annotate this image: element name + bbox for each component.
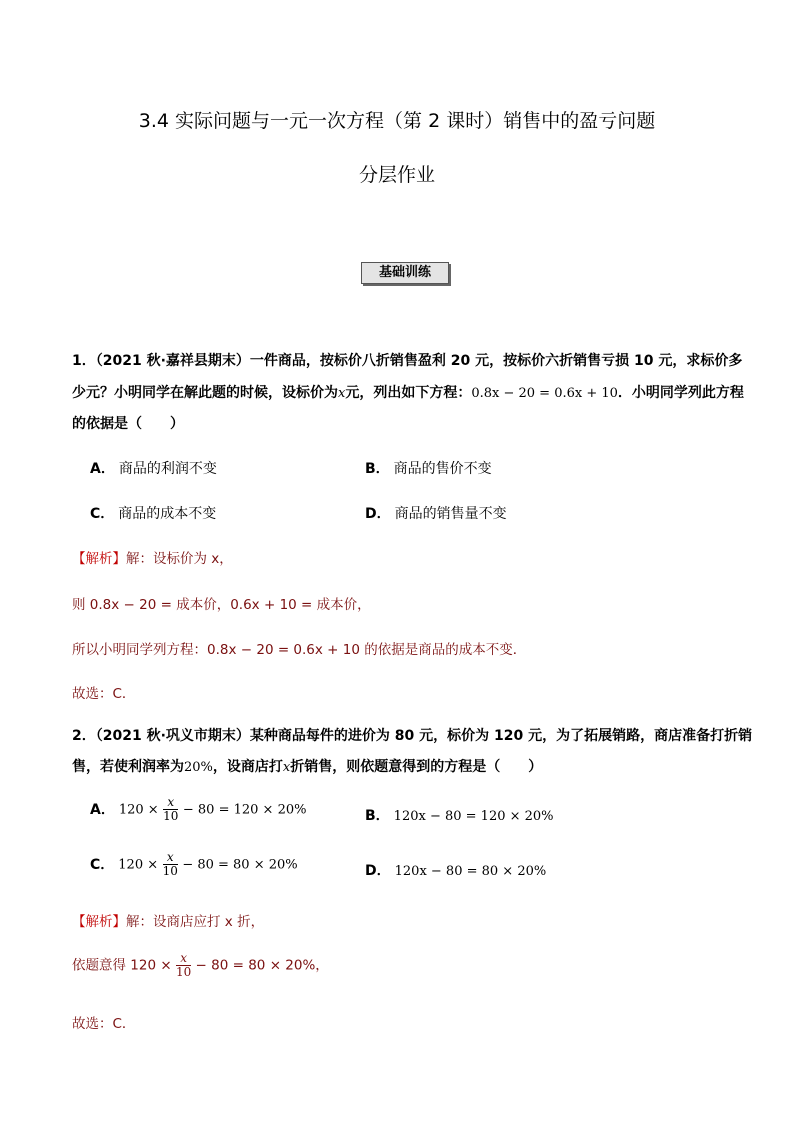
- q2-solution-line1: 【解析】解：设商店应打 x 折，: [72, 914, 265, 930]
- page-title: 3.4 实际问题与一元一次方程（第 2 课时）销售中的盈亏问题: [138, 110, 656, 132]
- q2-solution-line3: 故选：C．: [72, 1016, 136, 1032]
- q2-option-a-fraction: $\frac{x}{10}$: [163, 795, 179, 823]
- q2-solution-fraction: $\frac{x}{10}$: [175, 951, 192, 979]
- q2-line2: 售，若使利润率为20%，设商店打x折销售，则依题意得到的方程是（ ）: [72, 759, 543, 775]
- q1-equation: 0.8x − 20 = 0.6x + 10: [471, 386, 618, 401]
- q1-solution-line4: 故选：C．: [72, 686, 136, 702]
- q1-line1: 1．（2021 秋·嘉祥县期末）一件商品，按标价八折销售盈利 20 元，按标价六折销售亏损 10 元，求标价多: [72, 353, 743, 369]
- q2-option-a: A． 120 × $\frac{x}{10}$ − 80 = 120 × 20%: [90, 795, 307, 823]
- q2-option-d: D． 120x − 80 = 80 × 20%: [365, 863, 547, 879]
- q2-option-c: C． 120 × $\frac{x}{10}$ − 80 = 80 × 20%: [90, 850, 298, 878]
- q1-solution-line2: 则 0.8x − 20 = 成本价，0.6x + 10 = 成本价，: [72, 597, 371, 613]
- q1-line2: 少元？小明同学在解此题的时候，设标价为x元，列出如下方程：0.8x − 20 = 0.6x + 10．小明同学列此方程: [72, 385, 744, 401]
- q2-line1: 2．（2021 秋·巩义市期末）某种商品每件的进价为 80 元，标价为 120 元，为了拓展销路，商店准备打折销: [72, 728, 753, 744]
- q1-solution-line3: 所以小明同学列方程：0.8x − 20 = 0.6x + 10 的依据是商品的成本不变．: [72, 642, 527, 658]
- q1-option-b: B． 商品的售价不变: [365, 461, 492, 477]
- section-badge: 基础训练: [361, 262, 449, 284]
- q2-option-b: B． 120x − 80 = 120 × 20%: [365, 808, 554, 824]
- page-subtitle: 分层作业: [358, 164, 435, 186]
- q2-option-c-fraction: $\frac{x}{10}$: [162, 850, 178, 878]
- q1-line3: 的依据是（ ）: [72, 416, 184, 432]
- q1-option-c: C． 商品的成本不变: [90, 506, 217, 522]
- q1-option-a: A． 商品的利润不变: [90, 461, 217, 477]
- q1-solution-line1: 【解析】解：设标价为 x，: [72, 551, 233, 567]
- q2-solution-line2: 依题意得 120 × $\frac{x}{10}$ − 80 = 80 × 20%，: [72, 951, 329, 979]
- q1-option-d: D． 商品的销售量不变: [365, 506, 507, 522]
